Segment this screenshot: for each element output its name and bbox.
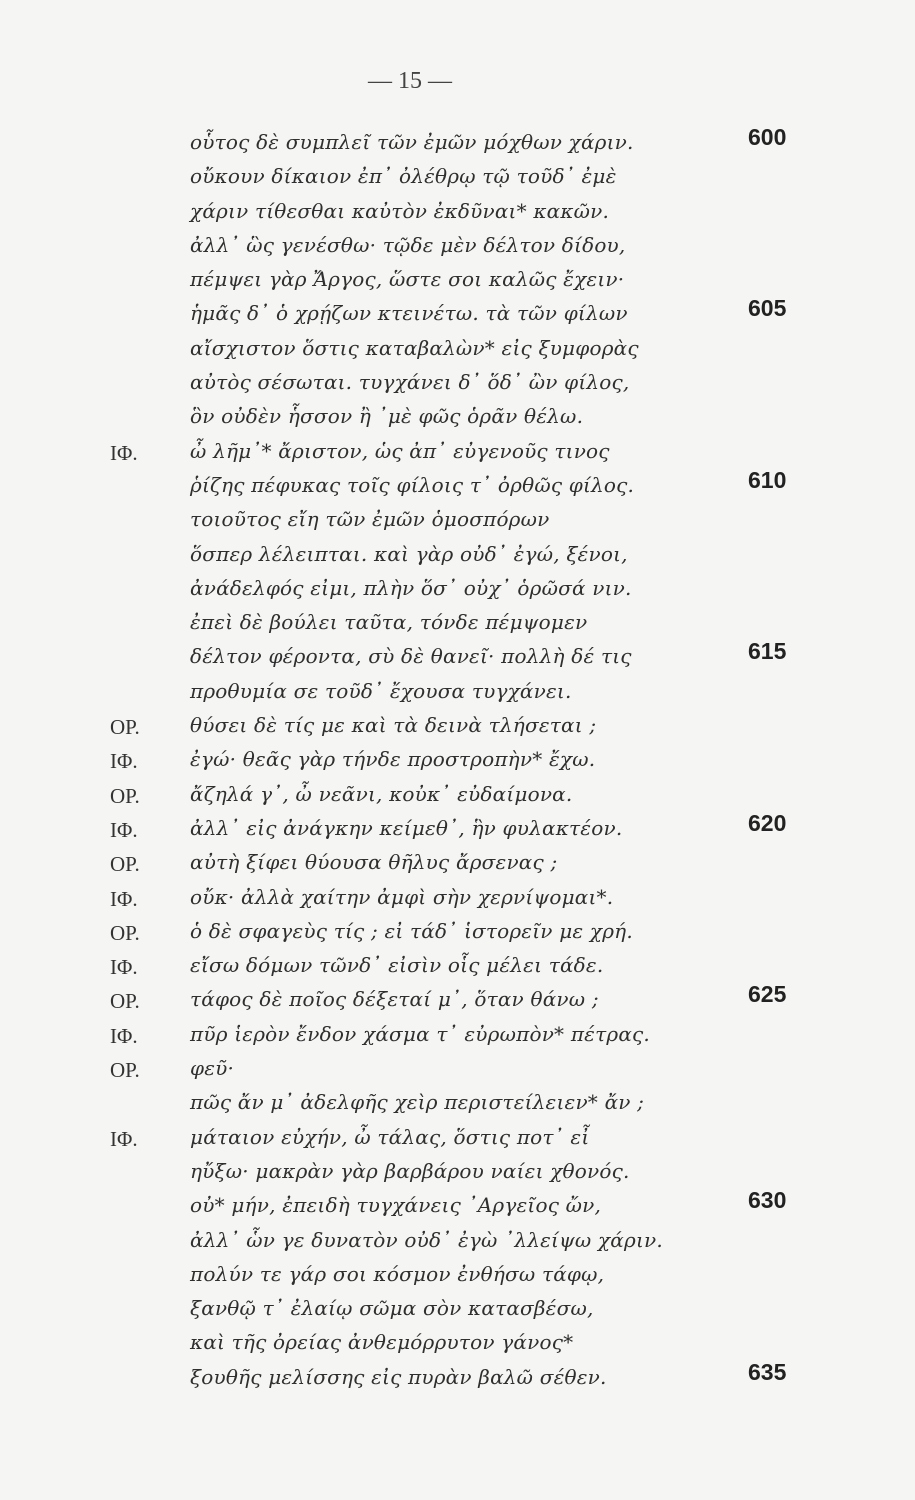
verse-line: [0, 1020, 915, 1054]
speaker-label: ΙΦ.: [110, 1126, 138, 1151]
verse-line: [0, 1294, 915, 1328]
verse-text: οὐ* μήν, ἐπειδὴ τυγχάνεις ᾿Αργεῖος ὤν,: [190, 1193, 602, 1218]
verse-line: [0, 848, 915, 882]
verse-text: οὔκ· ἀλλὰ χαίτην ἀμφὶ σὴν χερνίψομαι*.: [190, 884, 614, 909]
verse-line: [0, 1358, 915, 1397]
verse-text: τάφος δὲ ποῖος δέξεταί μ᾽, ὅταν θάνω ;: [190, 987, 599, 1012]
verse-line: [0, 1187, 915, 1225]
verse-text: θύσει δὲ τίς με καὶ τὰ δεινὰ τλήσεται ;: [190, 713, 597, 738]
verse-line: [0, 677, 915, 711]
verse-text: αὐτὴ ξίφει θύουσα θῆλυς ἄρσενας ;: [190, 850, 558, 875]
verse-text: οὗτος δὲ συμπλεῖ τῶν ἐμῶν μόχθων χάριν.: [190, 130, 634, 154]
verse-line: [0, 638, 915, 676]
verse-line: [0, 1157, 915, 1191]
verse-text: ἀλλ᾽ ὣς γενέσθω· τῷδε μὲν δέλτον δίδου,: [190, 232, 626, 257]
verse-text: αὐτὸς σέσωται. τυγχάνει δ᾽ ὅδ᾽ ὢν φίλος,: [190, 370, 630, 395]
verse-text: πῶς ἄν μ᾽ ἀδελφῆς χεὶρ περιστείλειεν* ἄν ;: [190, 1090, 645, 1115]
page-number: — 15 —: [368, 68, 452, 94]
verse-text: πολύν τε γάρ σοι κόσμον ἐνθήσω τάφῳ,: [190, 1261, 605, 1286]
speaker-label: ΟΡ.: [110, 715, 140, 740]
verse-line: [0, 917, 915, 951]
verse-line: [0, 540, 915, 574]
speaker-label: ΟΡ.: [110, 852, 140, 877]
verse-line: [0, 334, 915, 368]
speaker-label: ΟΡ.: [110, 1058, 140, 1083]
verse-text: ηὔξω· μακρὰν γὰρ βαρβάρου ναίει χθονός.: [190, 1158, 630, 1183]
verse-line: [0, 951, 915, 985]
verse-line: [0, 466, 915, 505]
verse-line: [0, 402, 915, 436]
verse-text: ἀλλ᾽ ὧν γε δυνατὸν οὐδ᾽ ἐγὼ ᾿λλείψω χάριν.: [190, 1227, 663, 1252]
verse-block: [0, 124, 915, 1397]
line-number: 630: [748, 1187, 787, 1214]
verse-line: [0, 231, 915, 265]
verse-line: [0, 368, 915, 402]
verse-line: [0, 437, 915, 471]
verse-text: ὦ λῆμ᾽* ἄριστον, ὡς ἀπ᾽ εὐγενοῦς τινος: [190, 438, 610, 463]
line-number: 605: [748, 295, 787, 322]
line-number: 600: [748, 124, 787, 150]
verse-line: [0, 981, 915, 1019]
verse-text: ἀνάδελφός εἰμι, πλὴν ὅσ᾽ οὐχ᾽ ὁρῶσά νιν.: [190, 575, 632, 600]
verse-line: [0, 1088, 915, 1122]
verse-text: καὶ τῆς ὀρείας ἀνθεμόρρυτον γάνος*: [190, 1330, 574, 1355]
verse-text: ἡμᾶς δ᾽ ὁ χρῄζων κτεινέτω. τὰ τῶν φίλων: [190, 301, 628, 326]
speaker-label: ΟΡ.: [110, 989, 140, 1014]
verse-line: [0, 809, 915, 848]
verse-text: οὔκουν δίκαιον ἐπ᾽ ὀλέθρῳ τῷ τοῦδ᾽ ἐμὲ: [190, 164, 617, 189]
verse-line: [0, 1054, 915, 1088]
verse-line: [0, 505, 915, 539]
verse-line: [0, 124, 915, 162]
verse-line: [0, 883, 915, 917]
verse-text: ἄζηλά γ᾽, ὦ νεᾶνι, κοὐκ᾽ εὐδαίμονα.: [190, 781, 573, 806]
verse-text: μάταιον εὐχήν, ὦ τάλας, ὅστις ποτ᾽ εἶ: [190, 1124, 590, 1149]
verse-text: ὁ δὲ σφαγεὺς τίς ; εἰ τάδ᾽ ἱστορεῖν με χρή.: [190, 918, 633, 943]
verse-text: ὃν οὐδὲν ἧσσον ἢ ᾽μὲ φῶς ὁρᾶν θέλω.: [190, 404, 584, 429]
verse-line: [0, 745, 915, 779]
verse-line: [0, 1123, 915, 1157]
speaker-label: ΙΦ.: [110, 440, 138, 465]
speaker-label: ΙΦ.: [110, 817, 138, 842]
line-number: 620: [748, 809, 787, 836]
speaker-label: ΟΡ.: [110, 920, 140, 945]
verse-text: ξανθῷ τ᾽ ἐλαίῳ σῶμα σὸν κατασβέσω,: [190, 1296, 594, 1321]
verse-line: [0, 711, 915, 745]
speaker-label: ΙΦ.: [110, 955, 138, 980]
verse-text: ὅσπερ λέλειπται. καὶ γὰρ οὐδ᾽ ἐγώ, ξένοι,: [190, 541, 628, 566]
verse-text: δέλτον φέροντα, σὺ δὲ θανεῖ· πολλὴ δέ τις: [190, 644, 632, 669]
verse-line: [0, 574, 915, 608]
verse-line: [0, 197, 915, 231]
verse-line: [0, 608, 915, 642]
verse-line: [0, 162, 915, 196]
speaker-label: ΟΡ.: [110, 783, 140, 808]
verse-text: τοιοῦτος εἴη τῶν ἐμῶν ὁμοσπόρων: [190, 507, 550, 532]
verse-text: ξουθῆς μελίσσης εἰς πυρὰν βαλῶ σέθεν.: [190, 1364, 607, 1389]
verse-text: πῦρ ἱερὸν ἔνδον χάσμα τ᾽ εὐρωπὸν* πέτρας.: [190, 1021, 650, 1046]
verse-text: ἐπεὶ δὲ βούλει ταῦτα, τόνδε πέμψομεν: [190, 610, 588, 635]
verse-text: πέμψει γὰρ Ἄργος, ὥστε σοι καλῶς ἔχειν·: [190, 267, 625, 292]
verse-line: [0, 295, 915, 333]
verse-text: εἴσω δόμων τῶνδ᾽ εἰσὶν οἷς μέλει τάδε.: [190, 953, 604, 978]
verse-text: ἐγώ· θεᾶς γὰρ τήνδε προστροπὴν* ἔχω.: [190, 747, 596, 772]
verse-line: [0, 1226, 915, 1260]
verse-text: προθυμία σε τοῦδ᾽ ἔχουσα τυγχάνει.: [190, 678, 572, 703]
speaker-label: ΙΦ.: [110, 1023, 138, 1048]
verse-line: [0, 1260, 915, 1294]
line-number: 635: [748, 1358, 787, 1385]
verse-text: αἴσχιστον ὅστις καταβαλὼν* εἰς ξυμφορὰς: [190, 335, 639, 360]
verse-line: [0, 1328, 915, 1362]
verse-line: [0, 265, 915, 299]
line-number: 615: [748, 638, 787, 665]
verse-text: χάριν τίθεσθαι καὐτὸν ἐκδῦναι* κακῶν.: [190, 198, 610, 223]
line-number: 625: [748, 981, 787, 1008]
verse-text: ἀλλ᾽ εἰς ἀνάγκην κείμεθ᾽, ἣν φυλακτέον.: [190, 815, 623, 840]
speaker-label: ΙΦ.: [110, 749, 138, 774]
verse-line: [0, 780, 915, 814]
line-number: 610: [748, 466, 787, 493]
verse-text: ῥίζης πέφυκας τοῖς φίλοις τ᾽ ὀρθῶς φίλος.: [190, 472, 635, 497]
verse-text: φεῦ·: [190, 1056, 235, 1081]
speaker-label: ΙΦ.: [110, 886, 138, 911]
